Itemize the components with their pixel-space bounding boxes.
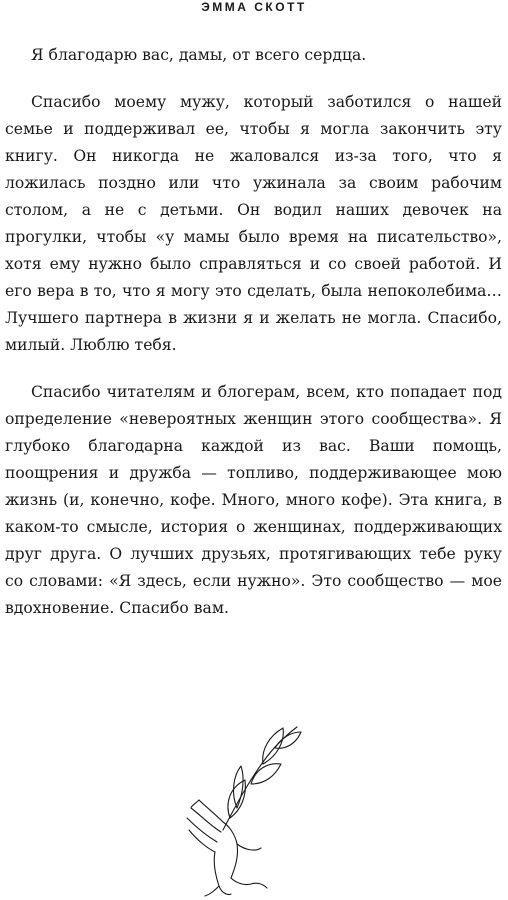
hand-holding-sprig-icon [185, 722, 305, 897]
paragraph: Спасибо моему мужу, который заботился о нашей семье и поддерживал ее, чтобы я могла закончить эту книгу. Он никогда не жаловался из-за того, что я ложилась поздно или что ужинала за своим рабочим столом, а не с детьми. Он водил наших девочек на прогулки, чтобы «у мамы было время на писательство», хотя ему нужно было справляться и со своей работой. И его вера в то, что я могу это сделать, была непоколебима… Лучшего партнера в жизни я и желать не могла. Спасибо, милый. Люблю тебя. [5, 93, 502, 354]
acknowledgements-text [5, 42, 502, 642]
paragraph: Спасибо читателям и блогерам, всем, кто попадает под определение «невероятных женщин этого сообщества». Я глубоко благодарна каждой из вас. Ваши помощь, поощрения и дружба — топливо, поддерживающее мою жизнь (и, конечно, кофе. Много, много кофе). Эта книга, в каком-то смысле, история о женщинах, поддерживающих друг друга. О лучших друзьях, протягивающих тебе руку со словами: «Я здесь, если нужно». Это сообщество — мое вдохновение. Спасибо вам. [5, 383, 502, 617]
running-header: ЭММА СКОТТ [201, 0, 307, 14]
paragraph: Я благодарю вас, дамы, от всего сердца. [31, 46, 367, 64]
